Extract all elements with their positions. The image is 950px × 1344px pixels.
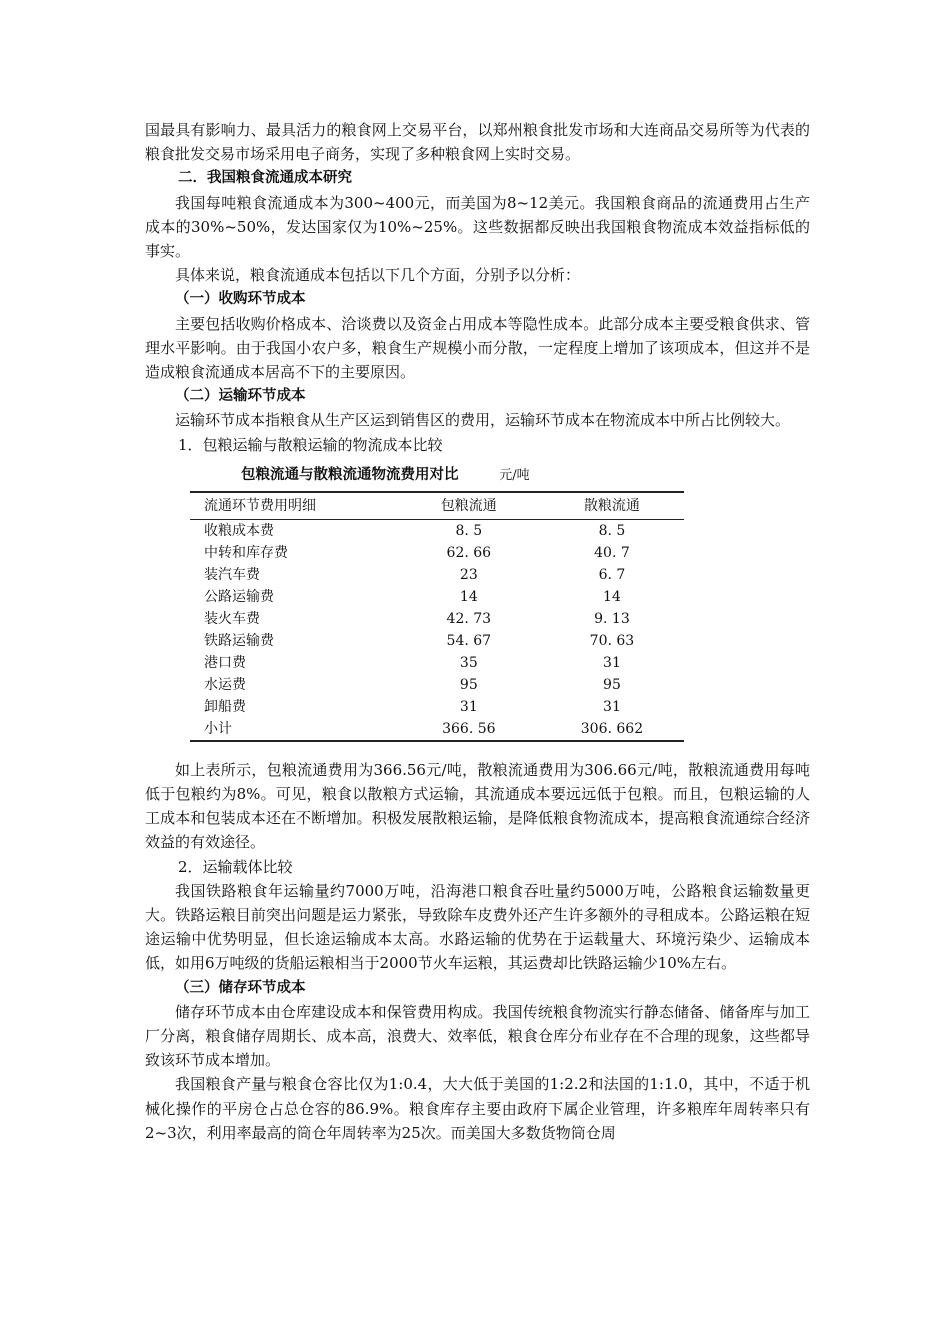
table-row bbox=[190, 630, 684, 652]
cell-bagged: 35 bbox=[459, 654, 478, 671]
cell-bulk: 31 bbox=[603, 698, 621, 715]
cell-item: 装汽车费 bbox=[204, 566, 260, 583]
cell-item: 水运费 bbox=[204, 676, 246, 693]
cell-bagged: 14 bbox=[459, 588, 478, 605]
cell-item: 卸船费 bbox=[204, 698, 246, 715]
column-header-item: 流通环节费用明细 bbox=[190, 492, 398, 520]
table-caption bbox=[145, 461, 810, 487]
cell-bulk: 9. 13 bbox=[594, 610, 630, 627]
cell-bagged: 23 bbox=[459, 566, 478, 583]
cost-comparison-table bbox=[190, 491, 684, 742]
cell-bagged: 31 bbox=[459, 698, 478, 715]
table-unit: 元/吨 bbox=[499, 467, 530, 483]
paragraph-transport-cost: 运输环节成本指粮食从生产区运到销售区的费用，运输环节成本在物流成本中所占比例较大。 bbox=[175, 411, 791, 430]
list-item-carrier-comparison: 2．运输载体比较 bbox=[178, 857, 293, 876]
cell-item: 小计 bbox=[190, 718, 398, 741]
table-row bbox=[190, 608, 684, 630]
table-header-row bbox=[190, 492, 684, 520]
document-body bbox=[145, 118, 810, 1145]
paragraph-storage-cost: 储存环节成本由仓库建设成本和保管费用构成。我国传统粮食物流实行静态储备、储备库与加工厂分离，粮食储存周期长、成本高，浪费大、效率低，粮食仓库分布业存在不合理的现象，这些都导致该环节成本增加。 bbox=[145, 1002, 810, 1070]
table-row bbox=[190, 564, 684, 586]
cell-bagged: 8. 5 bbox=[455, 522, 483, 539]
cell-bulk: 306. 662 bbox=[540, 718, 684, 741]
list-item-bagged-vs-bulk: 1．包粮运输与散粮运输的物流成本比较 bbox=[178, 435, 443, 454]
column-header-bulk: 散粮流通 bbox=[540, 492, 684, 520]
table-row bbox=[190, 586, 684, 608]
cell-item: 港口费 bbox=[204, 654, 246, 671]
cell-item: 公路运输费 bbox=[204, 588, 274, 605]
cell-bulk: 8. 5 bbox=[598, 522, 626, 539]
paragraph-cost-aspects: 具体来说，粮食流通成本包括以下几个方面，分别予以分析： bbox=[175, 266, 581, 285]
cell-bulk: 14 bbox=[603, 588, 621, 605]
paragraph-table-analysis: 如上表所示，包粮流通费用为366.56元/吨，散粮流通费用为306.66元/吨，散粮流通费用每吨低于包粮约为8%。可见，粮食以散粮方式运输，其流通成本要远远低于包粮。而且，包粮运输的人工成本和包装成本还在不断增加。积极发展散粮运输，是降低粮食物流成本，提高粮食流通综合经济效益的有效途径。 bbox=[145, 760, 810, 852]
table-row bbox=[190, 542, 684, 564]
cell-bulk: 31 bbox=[603, 654, 621, 671]
paragraph-storage-capacity: 我国粮食产量与粮食仓容比仅为1:0.4，大大低于美国的1:2.2和法国的1:1.0，其中，不适于机械化操作的平房仓占总仓容的86.9%。粮食库存主要由政府下属企业管理，许多粮库年周转率只有2~3次，利用率最高的筒仓年周转率为25次。而美国大多数货物筒仓周 bbox=[145, 1075, 810, 1142]
cell-bagged: 42. 73 bbox=[446, 610, 492, 627]
table-row bbox=[190, 674, 684, 696]
section-heading-cost-research: 二．我国粮食流通成本研究 bbox=[178, 170, 352, 187]
cell-bulk: 95 bbox=[603, 676, 621, 693]
paragraph-intro-continued: 国最具有影响力、最具活力的粮食网上交易平台，以郑州粮食批发市场和大连商品交易所等为代表的粮食批发交易市场采用电子商务，实现了多种粮食网上实时交易。 bbox=[145, 121, 810, 164]
table-row bbox=[190, 519, 684, 542]
subheading-storage-cost: （三）储存环节成本 bbox=[175, 979, 306, 996]
subheading-purchase-cost: （一）收购环节成本 bbox=[175, 291, 306, 308]
table-title: 包粮流通与散粮流通物流费用对比 bbox=[241, 466, 459, 483]
cell-bagged: 62. 66 bbox=[446, 544, 492, 561]
subheading-transport-cost: （二）运输环节成本 bbox=[175, 388, 306, 405]
paragraph-purchase-cost: 主要包括收购价格成本、洽谈费以及资金占用成本等隐性成本。此部分成本主要受粮食供求、管理水平影响。由于我国小农户多，粮食生产规模小而分散，一定程度上增加了该项成本，但这并不是造成粮食流通成本居高不下的主要原因。 bbox=[145, 314, 810, 382]
table-row bbox=[190, 652, 684, 674]
cell-bulk: 70. 63 bbox=[589, 632, 635, 649]
cell-bulk: 6. 7 bbox=[598, 566, 626, 583]
cell-bulk: 40. 7 bbox=[594, 544, 630, 561]
cell-item: 中转和库存费 bbox=[204, 544, 288, 561]
cell-item: 铁路运输费 bbox=[204, 632, 274, 649]
cell-item: 装火车费 bbox=[204, 610, 260, 627]
table-row bbox=[190, 696, 684, 718]
cell-item: 收粮成本费 bbox=[204, 522, 274, 539]
cell-bagged: 54. 67 bbox=[446, 632, 492, 649]
cell-bagged: 366. 56 bbox=[398, 718, 540, 741]
column-header-bagged: 包粮流通 bbox=[398, 492, 540, 520]
cell-bagged: 95 bbox=[459, 676, 478, 693]
paragraph-cost-comparison: 我国每吨粮食流通成本为300~400元，而美国为8~12美元。我国粮食商品的流通费用占生产成本的30%~50%，发达国家仅为10%~25%。这些数据都反映出我国粮食物流成本效益指标低的事实。 bbox=[145, 193, 810, 261]
table-row-subtotal bbox=[190, 718, 684, 741]
paragraph-carrier-comparison: 我国铁路粮食年运输量约7000万吨，沿海港口粮食吞吐量约5000万吨，公路粮食运输数量更大。铁路运粮目前突出问题是运力紧张，导致除车皮费外还产生许多额外的寻租成本。公路运粮在短途运输中优势明显，但长途运输成本太高。水路运输的优势在于运载量大、环境污染少、运输成本低，如用6万吨级的货船运粮相当于2000节火车运粮，其运费却比铁路运输少10%左右。 bbox=[145, 881, 810, 973]
